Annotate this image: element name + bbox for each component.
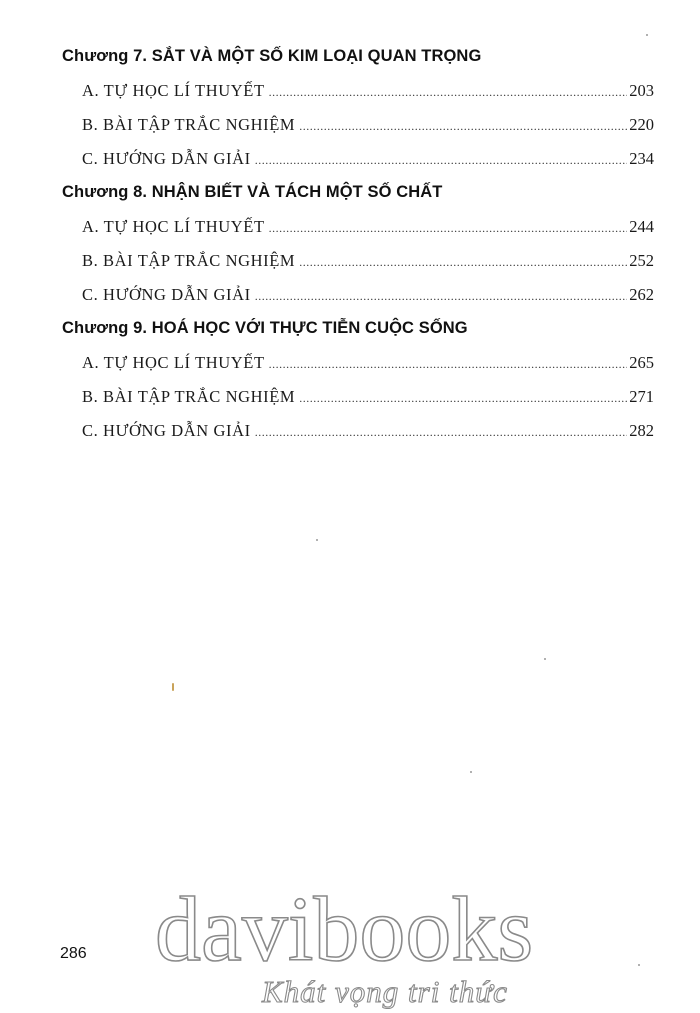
toc-entry-page: 262 [629,285,654,304]
toc-entry [82,81,654,101]
toc-entry-page: 252 [629,251,654,270]
toc-entry-label: C. HƯỚNG DẪN GIẢI [82,149,251,168]
toc-entry [82,251,654,271]
scan-speck [316,539,318,541]
toc-entry [82,421,654,441]
watermark-brand: davibooks [155,878,534,980]
dot-leader [299,119,627,134]
toc-entry-page: 271 [629,387,654,406]
scan-speck [470,771,472,773]
dot-leader [255,425,628,440]
dot-leader [299,255,627,270]
toc-entry-page: 244 [629,217,654,236]
toc-entry [82,285,654,305]
toc-entry [82,115,654,135]
toc-entry [82,149,654,169]
toc-entry-page: 265 [629,353,654,372]
scan-speck [638,964,640,966]
toc-entry-label: C. HƯỚNG DẪN GIẢI [82,421,251,440]
dot-leader [269,85,628,100]
chapter-9-heading: Chương 9. HOÁ HỌC VỚI THỰC TIỄN CUỘC SỐNG [62,319,468,337]
toc-entry-label: A. TỰ HỌC LÍ THUYẾT [82,81,265,100]
page-number: 286 [60,945,87,962]
toc-entry [82,353,654,373]
chapter-7-heading: Chương 7. SẮT VÀ MỘT SỐ KIM LOẠI QUAN TRỌNG [62,47,482,65]
toc-entry [82,217,654,237]
toc-entry-label: B. BÀI TẬP TRẮC NGHIỆM [82,115,296,134]
davibooks-watermark [150,870,560,1010]
scan-speck [646,34,648,36]
dot-leader [299,391,627,406]
dot-leader [269,357,628,372]
dot-leader [269,221,628,236]
scan-speck [172,683,174,691]
toc-entry-page: 282 [629,421,654,440]
toc-entry-page: 203 [629,81,654,100]
dot-leader [255,289,628,304]
watermark-slogan: Khát vọng tri thức [262,974,508,1009]
toc-entry-page: 220 [629,115,654,134]
toc-entry-label: B. BÀI TẬP TRẮC NGHIỆM [82,251,296,270]
toc-entry-label: A. TỰ HỌC LÍ THUYẾT [82,353,265,372]
chapter-8-heading: Chương 8. NHẬN BIẾT VÀ TÁCH MỘT SỐ CHẤT [62,183,443,201]
scan-speck [544,658,546,660]
toc-entry-label: C. HƯỚNG DẪN GIẢI [82,285,251,304]
toc-entry [82,387,654,407]
toc-entry-page: 234 [629,149,654,168]
toc-entry-label: A. TỰ HỌC LÍ THUYẾT [82,217,265,236]
toc-entry-label: B. BÀI TẬP TRẮC NGHIỆM [82,387,296,406]
dot-leader [255,153,628,168]
